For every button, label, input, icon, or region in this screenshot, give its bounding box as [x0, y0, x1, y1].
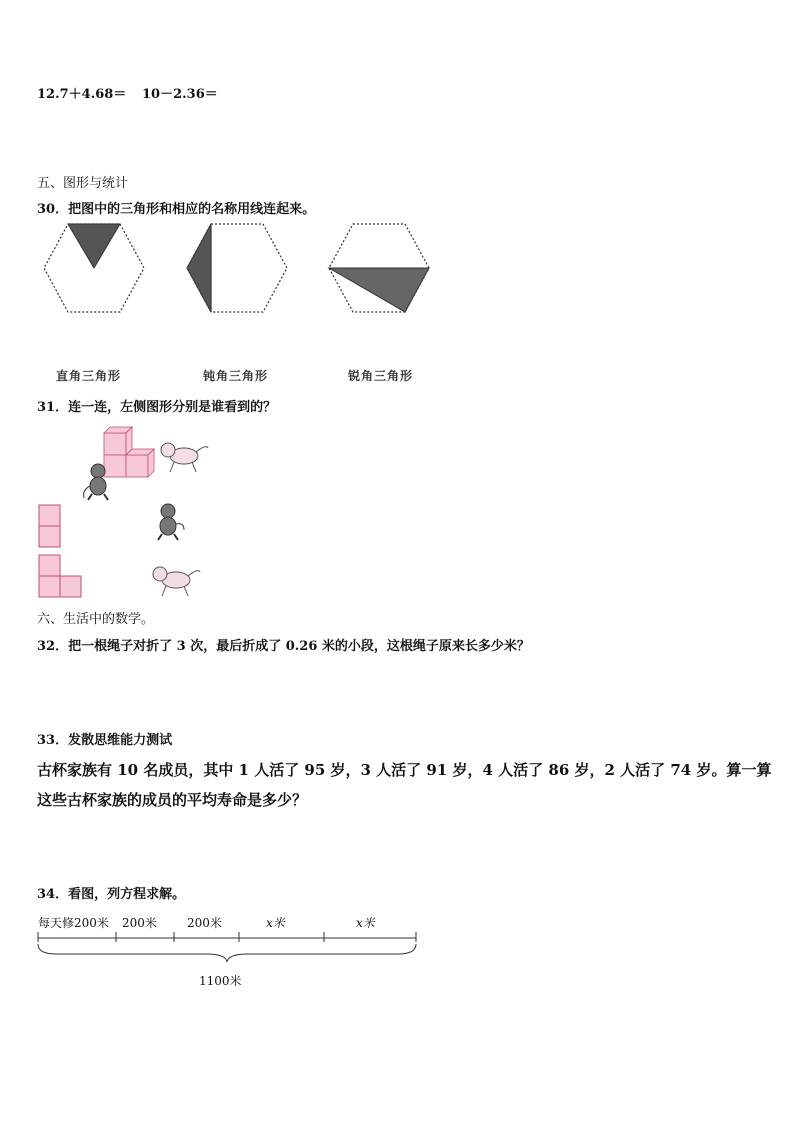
q34-text: 34．看图，列方程求解。 — [37, 887, 186, 902]
q31-text: 31．连一连，左侧图形分别是谁看到的？ — [37, 400, 277, 415]
q33-line1: 古杯家族有 10 名成员，其中 1 人活了 95 岁，3 人活了 91 岁，4 人活了 86 岁，2 人活了 74 岁。算一算 — [37, 761, 772, 779]
monkey-icon — [80, 462, 116, 502]
hexagon-figure-2 — [183, 222, 293, 314]
view-front-figure — [38, 504, 64, 550]
dog-icon — [158, 438, 210, 476]
section6-title: 六、生活中的数学。 — [37, 612, 155, 627]
total-brace — [38, 944, 416, 962]
monkey-icon — [150, 502, 186, 542]
total-label: 1100米 — [199, 974, 242, 988]
label-acute-triangle: 锐角三角形 — [348, 369, 414, 383]
label-right-triangle: 直角三角形 — [56, 369, 122, 383]
q32-text: 32．把一根绳子对折了 3 次，最后折成了 0.26 米的小段，这根绳子原来长多少米？ — [37, 639, 530, 654]
segment-label-4: x米 — [266, 916, 285, 930]
section5-title: 五、图形与统计 — [37, 176, 129, 191]
hexagon-figure-1 — [40, 222, 150, 314]
calc-a: 12.7＋4.68＝ — [37, 87, 127, 102]
dog-icon — [150, 562, 202, 600]
segment-label-5: x米 — [356, 916, 375, 930]
q33-title: 33．发散思维能力测试 — [37, 733, 173, 748]
segment-diagram — [36, 928, 420, 964]
label-obtuse-triangle: 钝角三角形 — [203, 369, 269, 383]
view-side-figure — [38, 554, 86, 600]
q30-text: 30．把图中的三角形和相应的名称用线连起来。 — [37, 202, 316, 217]
q33-line2: 这些古杯家族的成员的平均寿命是多少？ — [37, 791, 308, 809]
triangle-shaded-2 — [187, 224, 211, 312]
segment-label-2: 200米 — [122, 916, 157, 930]
segment-label-3: 200米 — [187, 916, 222, 930]
calc-b: 10－2.36＝ — [142, 87, 218, 102]
segment-label-1: 每天修200米 — [38, 916, 109, 930]
hexagon-figure-3 — [325, 222, 435, 314]
